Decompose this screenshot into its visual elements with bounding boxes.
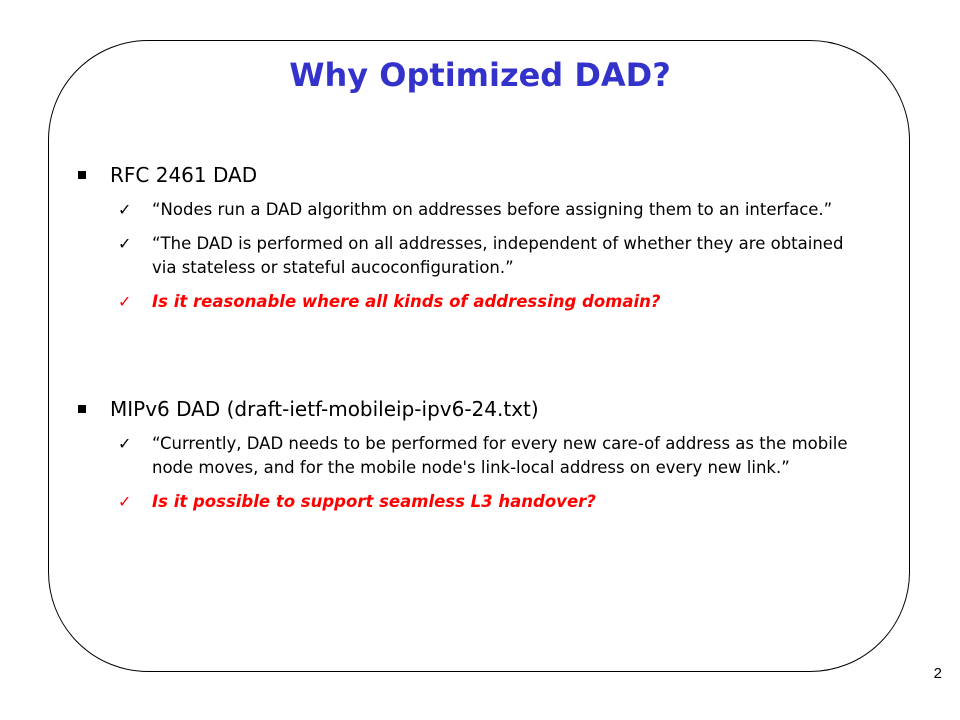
- list-item-emphasis: ✓ Is it possible to support seamless L3 handover?: [78, 490, 852, 514]
- slide-frame: [48, 40, 910, 672]
- checkmark-icon: ✓: [118, 492, 132, 511]
- section-heading: RFC 2461 DAD: [78, 162, 852, 188]
- section-heading: MIPv6 DAD (draft-ietf-mobileip-ipv6-24.txt): [78, 396, 852, 422]
- square-bullet-icon: [78, 171, 86, 179]
- checkmark-icon: ✓: [118, 200, 132, 219]
- list-item: ✓ “The DAD is performed on all addresses, independent of whether they are obtained via stateless or stateful aucoconfiguration.”: [118, 234, 844, 277]
- checkmark-icon: ✓: [118, 234, 132, 253]
- list-item: ✓ “Currently, DAD needs to be performed for every new care-of address as the mobile node moves, and for the mobile node's link-local address on every new link.”: [118, 434, 848, 477]
- section-rfc2461: [78, 162, 852, 314]
- checkmark-icon: ✓: [118, 434, 132, 453]
- list-item-emphasis: ✓ Is it reasonable where all kinds of addressing domain?: [78, 290, 852, 314]
- slide-title: Why Optimized DAD?: [289, 56, 671, 94]
- section-mipv6: [78, 396, 852, 514]
- square-bullet-icon: [78, 405, 86, 413]
- checkmark-icon: ✓: [118, 292, 132, 311]
- page-number: 2: [933, 665, 942, 682]
- list-item: ✓ “Nodes run a DAD algorithm on addresses before assigning them to an interface.”: [78, 198, 852, 222]
